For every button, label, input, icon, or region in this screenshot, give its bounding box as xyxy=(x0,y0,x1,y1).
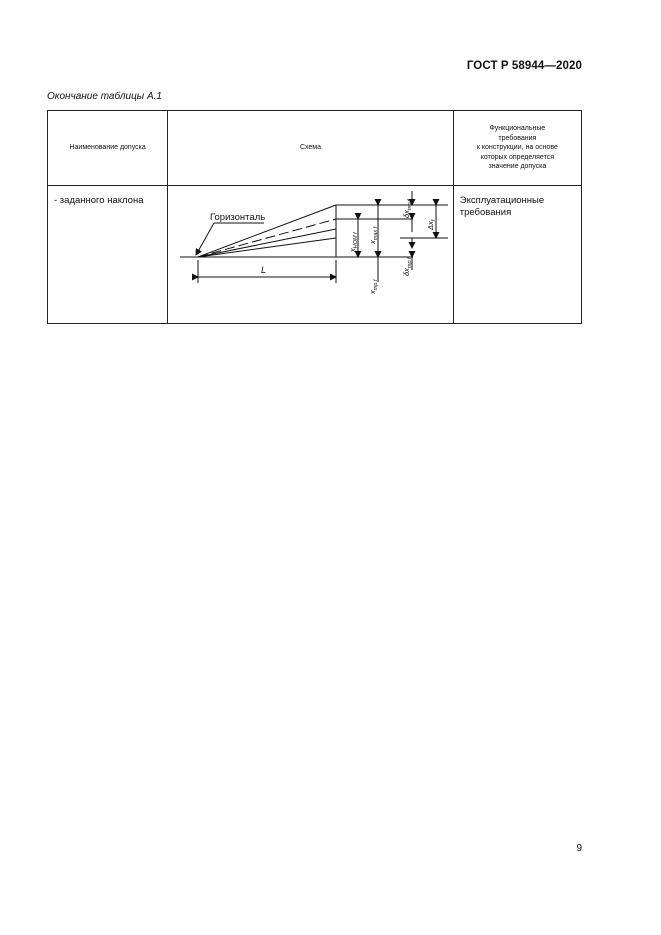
scheme-cell xyxy=(168,186,454,324)
table-caption: Окончание таблицы А.1 xyxy=(47,91,162,102)
x-max-label: x xyxy=(368,240,378,244)
dx-f-subscript: f xyxy=(431,219,438,222)
svg-text:xтр.f xyxy=(368,279,379,295)
header-tolerance-name: Наименование допуска xyxy=(48,111,168,186)
header-functional-requirements xyxy=(453,111,581,186)
header-func-line: требования xyxy=(498,134,537,142)
slope-line xyxy=(198,229,336,257)
dx-upper-label: δx xyxy=(402,210,412,218)
x-nom-label: x xyxy=(348,248,358,252)
min-slope-line xyxy=(198,238,336,257)
length-label: L xyxy=(261,265,267,275)
page-number: 9 xyxy=(576,843,582,854)
nominal-slope-line xyxy=(198,219,336,257)
dx-f-label: Δx xyxy=(426,221,436,230)
dx-lower-label: δx xyxy=(402,268,412,276)
header-func-line: Функциональные xyxy=(489,125,546,133)
tolerance-table xyxy=(47,110,582,324)
x-max-subscript: max f xyxy=(373,226,380,241)
header-func-line: значение допуска xyxy=(488,163,547,171)
dx-lower-subscript: тр.f xyxy=(407,257,414,269)
slope-tolerance-diagram xyxy=(168,186,453,323)
header-func-line: к конструкции, на основе xyxy=(476,144,558,152)
svg-text:δxтр.f xyxy=(402,257,413,276)
horizon-label: Горизонталь xyxy=(210,212,266,223)
x-tr-label: x xyxy=(368,290,378,294)
tolerance-name-cell: - заданного наклона xyxy=(48,186,168,324)
svg-text:δxтр.f xyxy=(402,199,413,218)
table-header-row xyxy=(48,111,582,186)
svg-text:xmax f xyxy=(368,226,379,245)
header-scheme: Схема xyxy=(168,111,454,186)
standard-number: ГОСТ Р 58944—2020 xyxy=(466,60,582,72)
x-nom-subscript: НОМ f xyxy=(353,232,360,249)
header-func-line: которых определяется xyxy=(480,153,555,161)
svg-text:Δxf xyxy=(426,219,437,231)
dx-upper-subscript: тр.f xyxy=(407,199,414,211)
svg-text:xНОМ f xyxy=(348,232,359,253)
requirement-cell: Эксплуатационные требования xyxy=(453,186,581,324)
table-row xyxy=(48,186,582,324)
x-tr-subscript: тр.f xyxy=(373,279,380,291)
